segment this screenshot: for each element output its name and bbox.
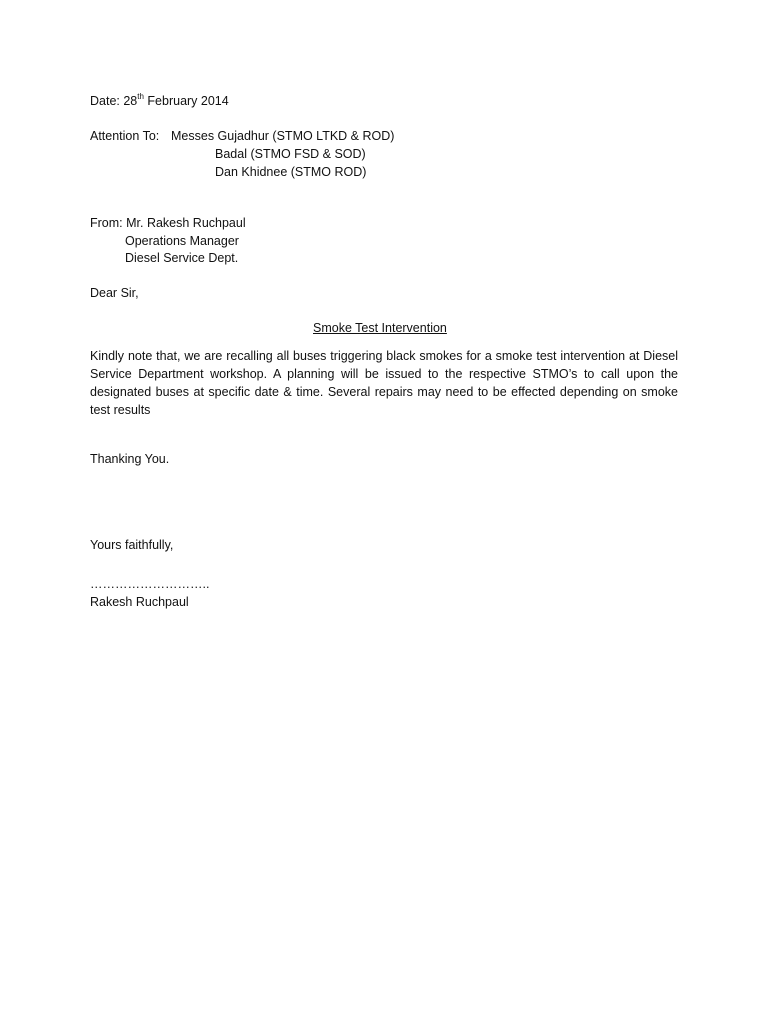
date-rest: February 2014 bbox=[143, 94, 229, 108]
from-dept: Diesel Service Dept. bbox=[125, 251, 239, 265]
from-title: Operations Manager bbox=[125, 234, 239, 248]
attention-label: Attention To: bbox=[90, 129, 160, 143]
attention-recipient-2: Badal (STMO FSD & SOD) bbox=[215, 147, 366, 161]
date-label: Date: 28 bbox=[90, 94, 138, 108]
date-line bbox=[90, 92, 229, 110]
signature-line: ……………………….. bbox=[90, 577, 210, 591]
closing-line: Yours faithfully, bbox=[90, 538, 174, 552]
attention-recipient-1: Messes Gujadhur (STMO LTKD & ROD) bbox=[171, 129, 395, 143]
thanks-line: Thanking You. bbox=[90, 452, 170, 466]
from-line: From: Mr. Rakesh Ruchpaul bbox=[90, 216, 246, 230]
signature-name: Rakesh Ruchpaul bbox=[90, 595, 189, 609]
salutation: Dear Sir, bbox=[90, 286, 139, 300]
date-suffix: th bbox=[137, 91, 144, 101]
subject-heading: Smoke Test Intervention bbox=[313, 321, 447, 335]
body-paragraph: Kindly note that, we are recalling all buses triggering black smokes for a smoke test intervention at Diesel Service Department workshop. A planning will be issued to the respective STMO’s to call upon the designated buses at specific date & time. Several repairs may need to be effected depending on smoke test results bbox=[90, 349, 678, 417]
attention-recipient-3: Dan Khidnee (STMO ROD) bbox=[215, 165, 367, 179]
